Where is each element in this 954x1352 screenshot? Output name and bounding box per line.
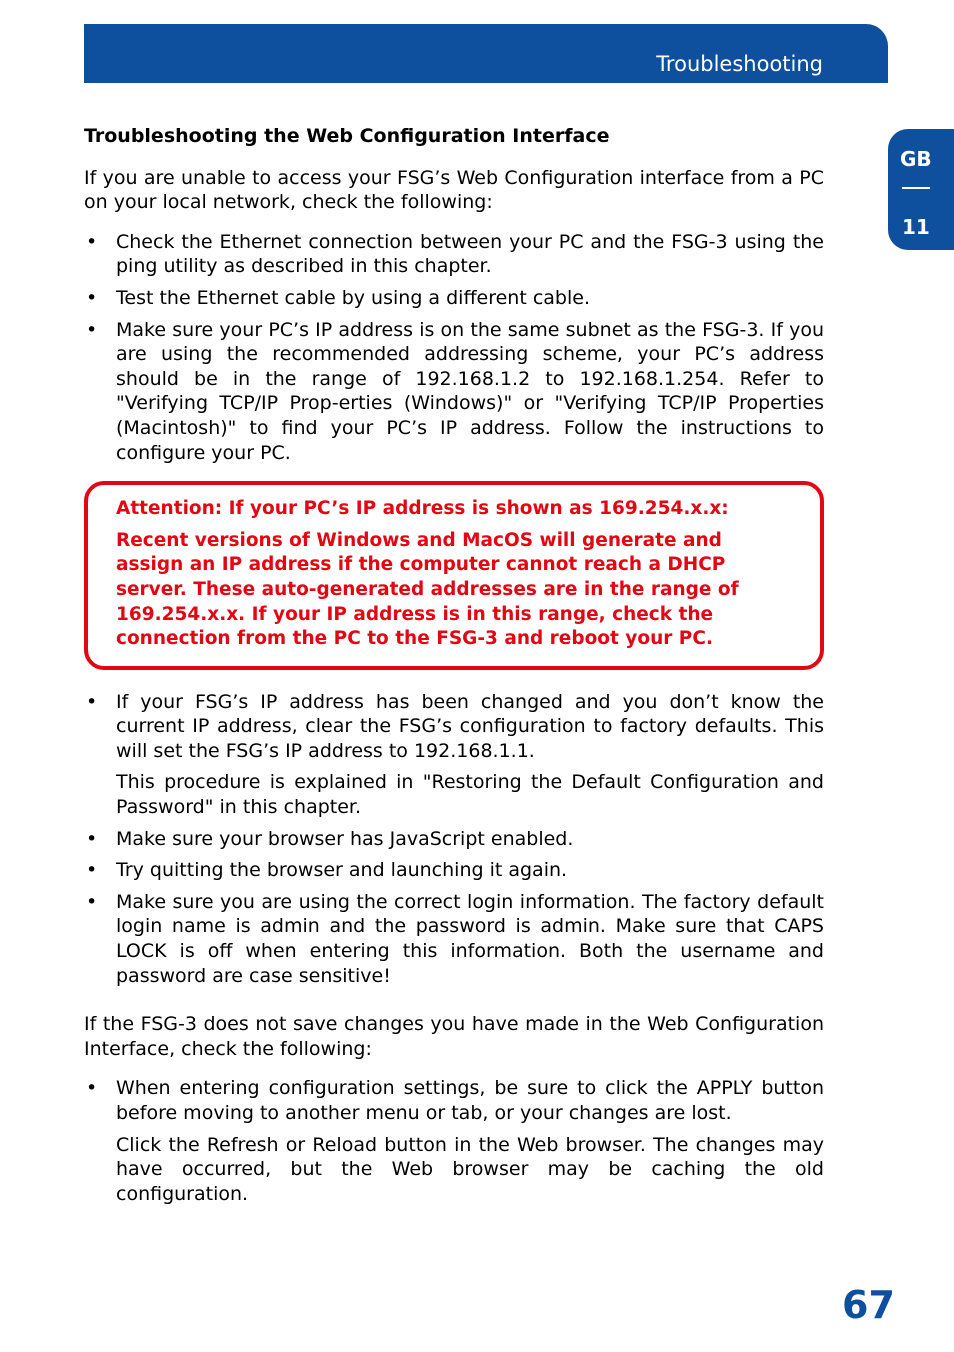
bullet-icon: • <box>86 827 98 850</box>
checklist-a <box>84 230 824 465</box>
header-title: Troubleshooting <box>656 52 823 76</box>
bullet-icon: • <box>86 859 98 882</box>
list-item <box>84 690 824 820</box>
outro-paragraph: If the FSG-3 does not save changes you have made in the Web Configuration Interface, check the following: <box>84 1013 824 1060</box>
chapter-tab <box>888 129 954 250</box>
list-item <box>84 1076 824 1206</box>
intro-paragraph: If you are unable to access your FSG’s Web Configuration interface from a PC on your local network, check the following: <box>84 166 824 214</box>
page-content <box>84 124 824 1213</box>
list-item-text: Make sure you are using the correct login information. The factory default login name is admin and the password is admin. Make sure that CAPS LOCK is off when entering this information. Both the username and password are case sensitive! <box>116 890 824 987</box>
list-item-text: Check the Ethernet connection between your PC and the FSG-3 using the ping utility as described in this chapter. <box>116 230 824 278</box>
language-label: GB <box>900 147 932 171</box>
attention-title: Attention: If your PC’s IP address is shown as 169.254.x.x: <box>116 498 729 520</box>
list-item-text: Try quitting the browser and launching it again. <box>116 859 568 882</box>
list-item <box>84 286 824 311</box>
chapter-number: 11 <box>902 215 930 239</box>
checklist-b <box>84 690 824 989</box>
list-item <box>84 827 824 852</box>
bullet-icon: • <box>86 230 98 253</box>
tab-divider <box>902 187 930 189</box>
list-item <box>84 230 824 279</box>
page-number: 67 <box>842 1283 895 1327</box>
section-title: Troubleshooting the Web Configuration Interface <box>84 125 610 147</box>
list-item-text: Test the Ethernet cable by using a different cable. <box>116 286 590 309</box>
bullet-icon: • <box>86 286 98 309</box>
list-item <box>84 890 824 988</box>
list-item <box>84 858 824 883</box>
header-bar <box>84 24 888 83</box>
checklist-c <box>84 1076 824 1206</box>
list-item-text: Make sure your PC’s IP address is on the same subnet as the FSG-3. If you are using the recommended addressing scheme, your PC’s address should be in the range of 192.168.1.2 to 192.168.1.254. Refer to "Verifying TCP/IP Prop-erties (Windows)" or "Verifying TCP/IP Properties (Macintosh)" to find your PC’s IP address. Follow the instructions to configure your PC. <box>116 318 824 464</box>
list-item <box>84 318 824 466</box>
list-item-text: When entering configuration settings, be sure to click the APPLY button before moving to another menu or tab, or your changes are lost. <box>116 1077 824 1124</box>
bullet-icon: • <box>86 890 98 913</box>
attention-body: Recent versions of Windows and MacOS will generate and assign an IP address if the computer cannot reach a DHCP server. These auto-generated addresses are in the range of 169.254.x.x. If your IP address is in this range, check the connection from the PC to the FSG-3 and reboot your PC. <box>116 529 739 650</box>
bullet-icon: • <box>86 1077 98 1100</box>
bullet-icon: • <box>86 690 98 713</box>
attention-box <box>84 481 824 670</box>
bullet-icon: • <box>86 318 98 341</box>
list-item-subtext: This procedure is explained in "Restoring the Default Configuration and Password" in this chapter. <box>116 771 824 819</box>
list-item-text: If your FSG’s IP address has been changed and you don’t know the current IP address, clear the FSG’s configuration to factory defaults. This will set the FSG’s IP address to 192.168.1.1. <box>116 690 824 762</box>
list-item-subtext: Click the Refresh or Reload button in the Web browser. The changes may have occurred, but the Web browser may be caching the old configuration. <box>116 1133 824 1205</box>
list-item-text: Make sure your browser has JavaScript enabled. <box>116 827 574 850</box>
